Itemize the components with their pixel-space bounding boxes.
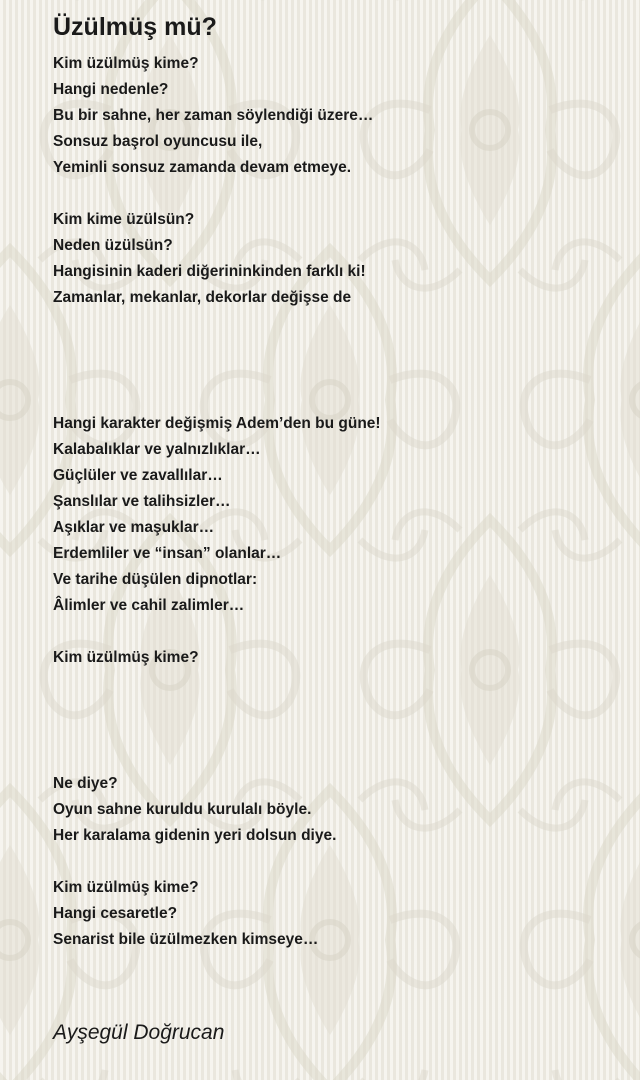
poem-line: Hangisinin kaderi diğerininkinden farklı ki! — [53, 263, 366, 280]
poem-line: Neden üzülsün? — [53, 237, 173, 254]
poem-line: Âlimler ve cahil zalimler… — [53, 597, 245, 614]
poem-line: Şanslılar ve talihsizler… — [53, 493, 231, 510]
poem-line: Hangi karakter değişmiş Adem’den bu güne! — [53, 415, 381, 432]
poem-line: Zamanlar, mekanlar, dekorlar değişse de — [53, 289, 352, 306]
poem-line: Yeminli sonsuz zamanda devam etmeye. — [53, 159, 352, 176]
poem-line: Kim üzülmüş kime? — [53, 649, 199, 666]
poem-line: Hangi nedenle? — [53, 81, 169, 98]
poem-title: Üzülmüş mü? — [53, 13, 217, 41]
poem-line: Ve tarihe düşülen dipnotlar: — [53, 571, 258, 588]
poem-line: Güçlüler ve zavallılar… — [53, 467, 223, 484]
poem-line: Erdemliler ve “insan” olanlar… — [53, 545, 282, 562]
poem-author: Ayşegül Doğrucan — [53, 1021, 225, 1044]
poem-line: Aşıklar ve maşuklar… — [53, 519, 215, 536]
poem-line: Her karalama gidenin yeri dolsun diye. — [53, 827, 337, 844]
poem-line: Ne diye? — [53, 775, 118, 792]
poem-line: Kim kime üzülsün? — [53, 211, 195, 228]
poem-line: Hangi cesaretle? — [53, 905, 178, 922]
poem-line: Kim üzülmüş kime? — [53, 879, 199, 896]
poem-line: Kalabalıklar ve yalnızlıklar… — [53, 441, 261, 458]
poem-line: Kim üzülmüş kime? — [53, 55, 199, 72]
poem-line: Senarist bile üzülmezken kimseye… — [53, 931, 319, 948]
poem-line: Sonsuz başrol oyuncusu ile, — [53, 133, 263, 150]
poem-line: Oyun sahne kuruldu kurulalı böyle. — [53, 801, 312, 818]
poem-line: Bu bir sahne, her zaman söylendiği üzere… — [53, 107, 374, 124]
